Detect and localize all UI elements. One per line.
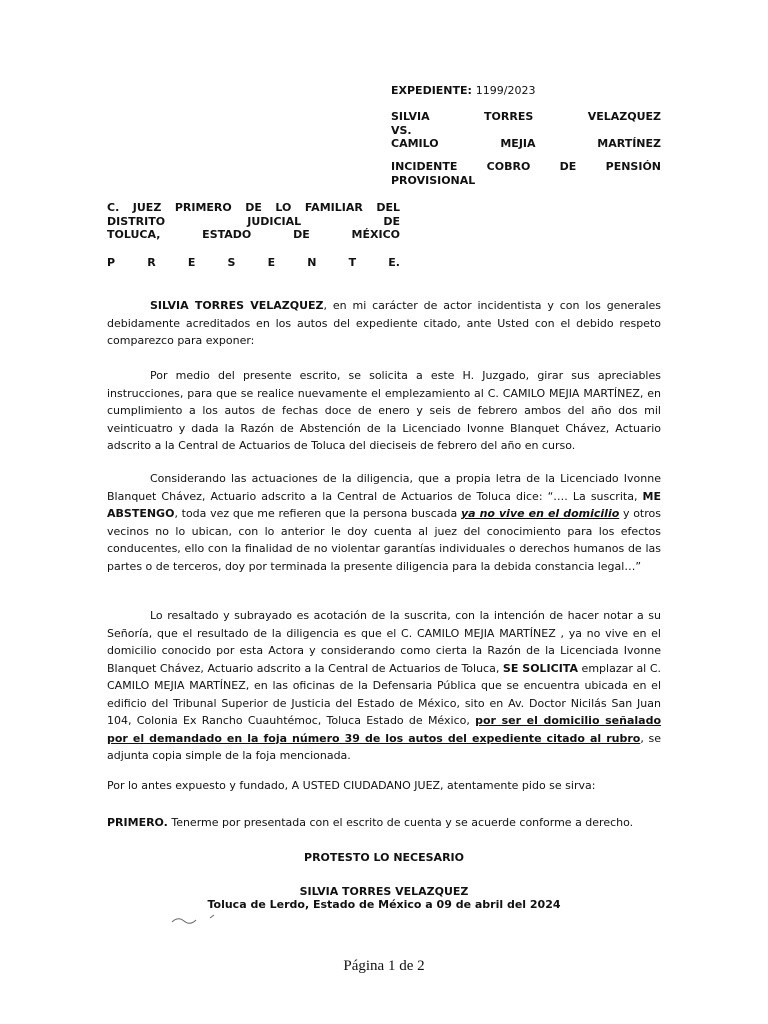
party-plaintiff: SILVIA TORRES VELAZQUEZ bbox=[391, 110, 661, 123]
signature-scribble-icon bbox=[170, 912, 230, 926]
addressee-line-2: DISTRITO JUDICIAL DE bbox=[107, 215, 400, 228]
underlined-text: por ser el domicilio señalado por el demandado en la foja número 39 de los autos del expediente citado al rubro bbox=[107, 714, 661, 745]
paragraph-text: , toda vez que me refieren que la persona buscada bbox=[174, 507, 461, 520]
presente-letter: N bbox=[307, 256, 317, 269]
plaintiff-name: SILVIA TORRES VELAZQUEZ bbox=[150, 299, 324, 312]
paragraph-text: Por medio del presente escrito, se solicita a este H. Juzgado, girar sus apreciables instrucciones, para que se realice nuevamente el emplezamiento al C. CAMILO MEJIA MARTÍNEZ, en cumplimiento a los autos de fechas doce de enero y seis de febrero ambos del año dos mil veinticuatro y dada la Razón de Abstención de la Licenciado Ivonne Blanquet Chávez, Actuario adscrito a la Central de Actuarios de Toluca del dieciseis de febrero del año en curso. bbox=[107, 369, 661, 452]
expediente-label: EXPEDIENTE: bbox=[391, 84, 472, 97]
expediente-line bbox=[391, 84, 661, 98]
bold-text: ME ABSTENGO bbox=[107, 489, 661, 520]
expediente-value: 1199/2023 bbox=[475, 84, 536, 97]
presente-letter: E. bbox=[388, 256, 400, 269]
addressee-line-1: C. JUEZ PRIMERO DE LO FAMILIAR DEL bbox=[107, 201, 400, 214]
paragraph-first bbox=[107, 814, 661, 832]
incident-line-2: PROVISIONAL bbox=[391, 174, 476, 187]
presente-letter: S bbox=[227, 256, 236, 269]
paragraph-text: Tenerme por presentada con el escrito de cuenta y se acuerde conforme a derecho. bbox=[167, 816, 634, 829]
paragraph-text: emplazar al C. CAMILO MEJIA MARTÍNEZ, en las oficinas de la Defensaria Pública que se encuentra ubicada en el edificio del Tribunal Superior de Justicia del Estado de México, sito en Av. Doctor Nicilás San Juan 104, Colonia Ex Rancho Cuauhtémoc, Toluca Estado de México, bbox=[107, 661, 661, 727]
presente-letter: E bbox=[267, 256, 276, 269]
page-number: Página 1 de 2 bbox=[343, 958, 425, 974]
paragraph-note bbox=[107, 607, 661, 765]
party-defendant: CAMILO MEJIA MARTÍNEZ bbox=[391, 137, 661, 150]
paragraph-text: Lo resaltado y subrayado es acotación de la suscrita, con la intención de hacer notar a su Señoría, que el resultado de la diligencia es que el C. CAMILO MEJIA MARTÍNEZ , ya no vive en el domicilio conocido por esta Actora y considerando como cierta la Razón de la Licenciada Ivonne Blanquet Chávez, Actuario adscrito a la Central de Actuarios de Toluca, bbox=[107, 609, 661, 675]
presente-letter: E bbox=[187, 256, 196, 269]
protesto-heading: PROTESTO LO NECESARIO bbox=[304, 851, 464, 864]
presente-heading bbox=[107, 256, 400, 269]
first-label: PRIMERO. bbox=[107, 816, 168, 829]
paragraph-text: , en mi carácter de actor incidentista y con los generales debidamente acreditados en los autos del expediente citado, ante Usted con el debido respeto comparezco para exponer: bbox=[107, 299, 661, 347]
paragraph-diligence bbox=[107, 470, 661, 575]
versus: VS. bbox=[391, 124, 412, 137]
presente-letter: R bbox=[147, 256, 156, 269]
paragraph-text: , se adjunta copia simple de la foja mencionada. bbox=[107, 731, 661, 762]
paragraph-petition bbox=[107, 777, 661, 795]
paragraph-text: y otros vecinos no lo ubican, con lo anterior le doy cuenta al juez del conocimiento para los efectos conducentes, ello con la finalidad de no violentar garantías individuales o derechos humanos de las partes o de terceros, doy por terminada la presente diligencia para la debida constancia legal…” bbox=[107, 507, 661, 573]
signature-mark bbox=[170, 912, 230, 930]
presente-letter: T bbox=[348, 256, 357, 269]
paragraph-request bbox=[107, 367, 661, 455]
signer-name: SILVIA TORRES VELAZQUEZ bbox=[299, 885, 469, 898]
addressee-line-3: TOLUCA, ESTADO DE MÉXICO bbox=[107, 228, 400, 241]
paragraph-text: Considerando las actuaciones de la diligencia, que a propia letra de la Licenciado Ivonne Blanquet Chávez, Actuario adscrito a la Central de Actuarios de Toluca dice: “…. La suscrita, bbox=[107, 472, 661, 503]
presente-letter: P bbox=[107, 256, 116, 269]
emphasized-text: ya no vive en el domicilio bbox=[460, 507, 620, 520]
place-date: Toluca de Lerdo, Estado de México a 09 de abril del 2024 bbox=[207, 898, 561, 911]
bold-text: SE SOLICITA bbox=[502, 661, 578, 675]
paragraph-intro bbox=[107, 297, 661, 350]
paragraph-text: Por lo antes expuesto y fundado, A USTED CIUDADANO JUEZ, atentamente pido se sirva: bbox=[107, 779, 596, 792]
incident-line-1: INCIDENTE COBRO DE PENSIÓN bbox=[391, 160, 661, 173]
